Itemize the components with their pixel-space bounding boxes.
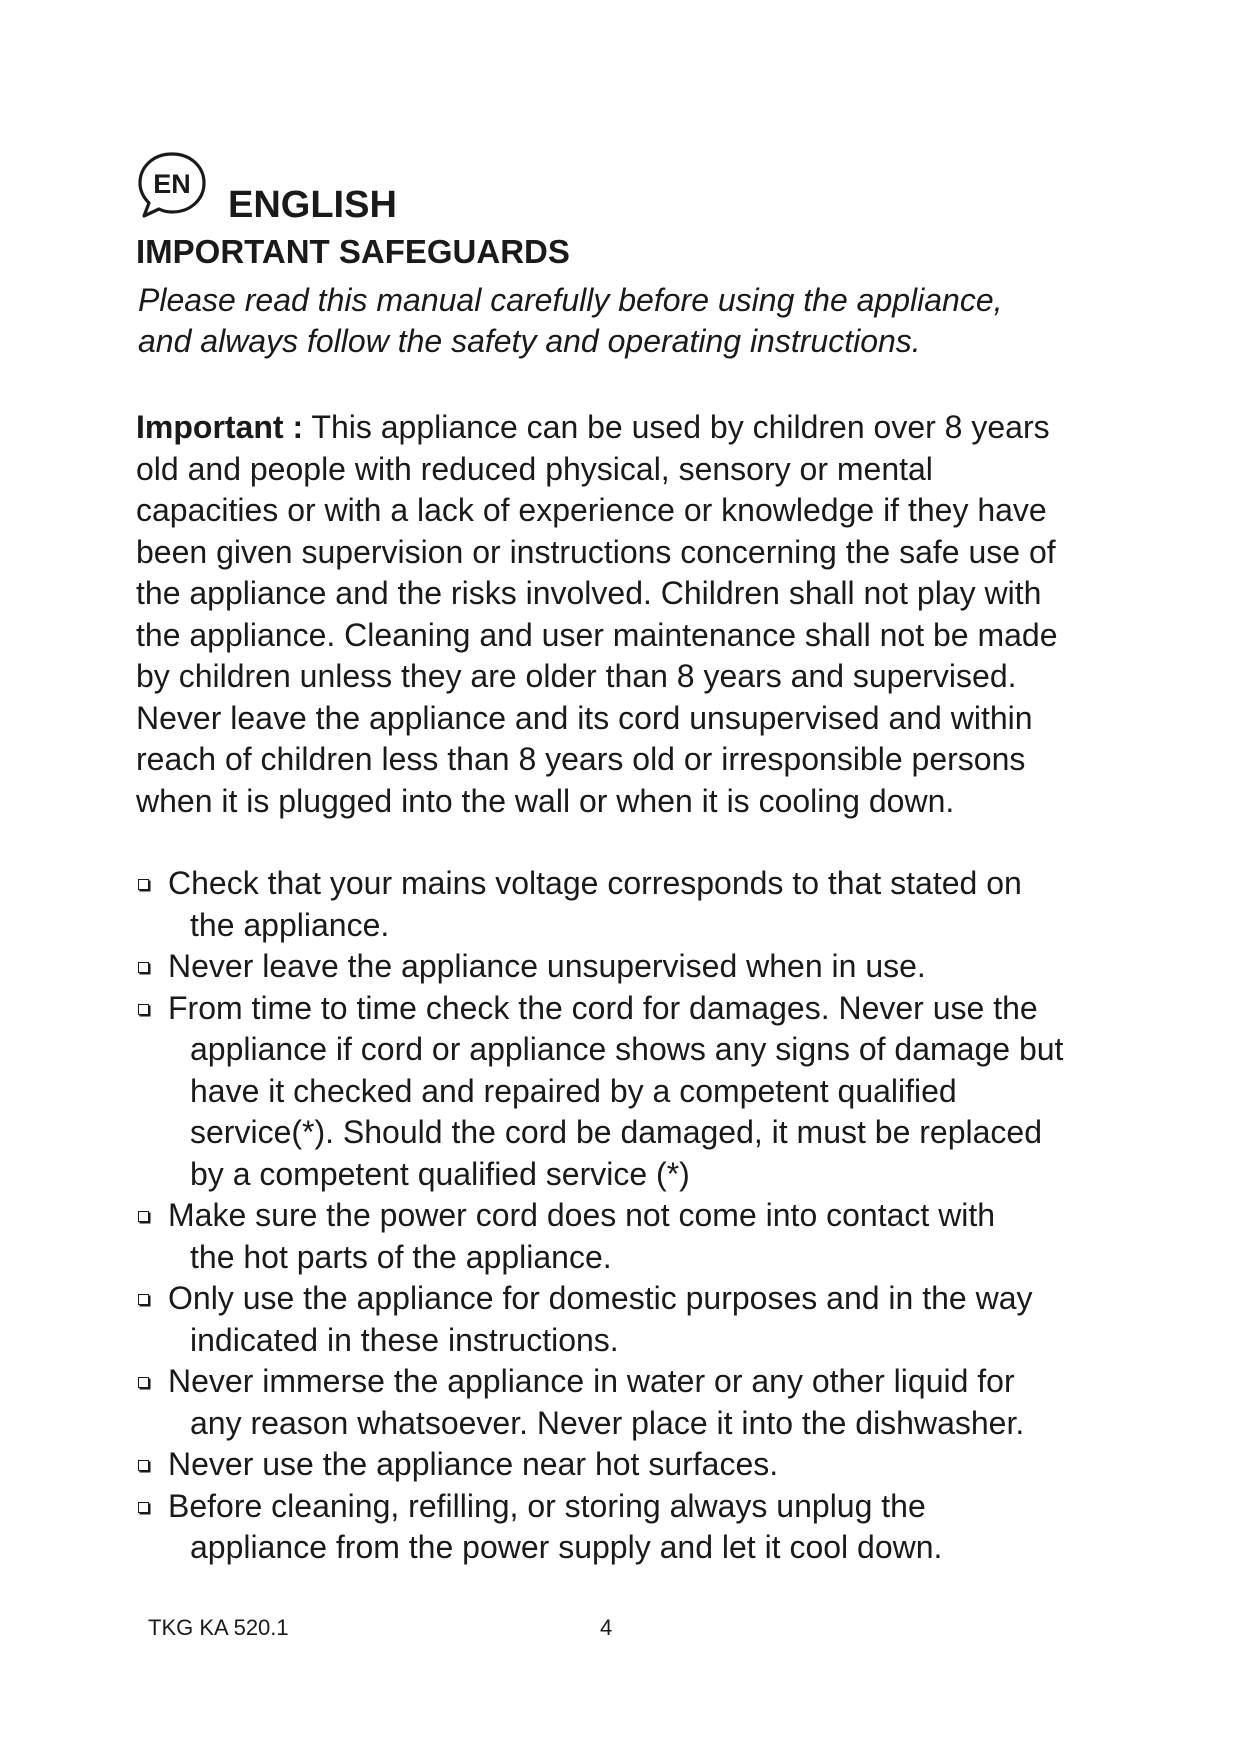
intro-paragraph — [138, 280, 1118, 362]
checkbox-bullet-icon — [138, 1377, 149, 1388]
safeguard-line: any reason whatsoever. Never place it into the dishwasher. — [190, 1404, 1025, 1441]
safeguard-line: Never use the appliance near hot surfaces. — [168, 1446, 779, 1482]
intro-line: and always follow the safety and operating instructions. — [138, 323, 921, 359]
checkbox-bullet-icon — [138, 1502, 149, 1513]
safeguard-line: the appliance. — [190, 906, 390, 943]
safeguard-line: From time to time check the cord for damages. Never use the — [168, 989, 1038, 1026]
intro-line: Please read this manual carefully before using the appliance, — [138, 282, 1003, 318]
checkbox-bullet-icon — [138, 1294, 149, 1305]
speech-bubble-icon — [136, 150, 208, 222]
footer-model-number: TKG KA 520.1 — [148, 1615, 289, 1640]
safeguard-line: the hot parts of the appliance. — [190, 1238, 612, 1275]
safeguard-line: Only use the appliance for domestic purposes and in the way — [168, 1280, 1033, 1316]
safeguard-line: Make sure the power cord does not come into contact with — [168, 1197, 996, 1233]
important-line: the appliance and the risks involved. Children shall not play with — [136, 575, 1042, 611]
safeguard-item — [136, 1361, 1126, 1444]
important-notice — [136, 407, 1111, 822]
language-title: ENGLISH — [228, 184, 397, 226]
language-header — [136, 150, 736, 230]
safeguard-line: service(*). Should the cord be damaged, it must be replaced — [190, 1114, 1043, 1150]
page-number: 4 — [600, 1615, 613, 1640]
checkbox-bullet-icon — [138, 962, 149, 973]
safeguard-item — [136, 1195, 1126, 1278]
safeguard-item — [136, 988, 1126, 1196]
safeguard-list — [136, 863, 1126, 1569]
checkbox-bullet-icon — [138, 1004, 149, 1015]
language-badge-text: EN — [153, 169, 191, 199]
safeguard-line: indicated in these instructions. — [190, 1321, 619, 1358]
important-first-line — [136, 407, 1111, 449]
safeguard-line: Before cleaning, refilling, or storing always unplug the — [168, 1487, 926, 1524]
important-line: Never leave the appliance and its cord unsupervised and within — [136, 699, 1033, 736]
safeguard-item — [136, 946, 1126, 988]
safeguard-line: appliance from the power supply and let it cool down. — [190, 1529, 943, 1565]
important-line: by children unless they are older than 8 years and supervised. — [136, 658, 1017, 694]
checkbox-bullet-icon — [138, 879, 149, 890]
important-line: the appliance. Cleaning and user maintenance shall not be made — [136, 616, 1058, 653]
important-line: reach of children less than 8 years old or irresponsible persons — [136, 741, 1026, 777]
safeguard-line: Check that your mains voltage corresponds to that stated on — [168, 865, 1022, 901]
important-first-line-text: This appliance can be used by children over 8 years — [303, 409, 1050, 445]
safeguard-line: Never immerse the appliance in water or any other liquid for — [168, 1363, 1015, 1399]
safeguard-line: by a competent qualified service (*) — [190, 1155, 690, 1192]
important-line: when it is plugged into the wall or when it is cooling down. — [136, 782, 955, 819]
important-label: Important : — [136, 409, 304, 445]
checkbox-bullet-icon — [138, 1211, 149, 1222]
safeguard-line: appliance if cord or appliance shows any signs of damage but — [190, 1031, 1064, 1067]
safeguard-item — [136, 863, 1126, 946]
important-line: capacities or with a lack of experience or knowledge if they have — [136, 492, 1047, 528]
important-line: been given supervision or instructions concerning the safe use of — [136, 533, 1056, 570]
checkbox-bullet-icon — [138, 1460, 149, 1471]
safeguard-item — [136, 1444, 1126, 1486]
safeguard-item — [136, 1278, 1126, 1361]
safeguard-line: Never leave the appliance unsupervised when in use. — [168, 948, 926, 984]
safeguard-item — [136, 1486, 1126, 1569]
safeguard-line: have it checked and repaired by a competent qualified — [190, 1072, 957, 1109]
important-line: old and people with reduced physical, sensory or mental — [136, 450, 933, 487]
section-title: IMPORTANT SAFEGUARDS — [136, 233, 570, 270]
